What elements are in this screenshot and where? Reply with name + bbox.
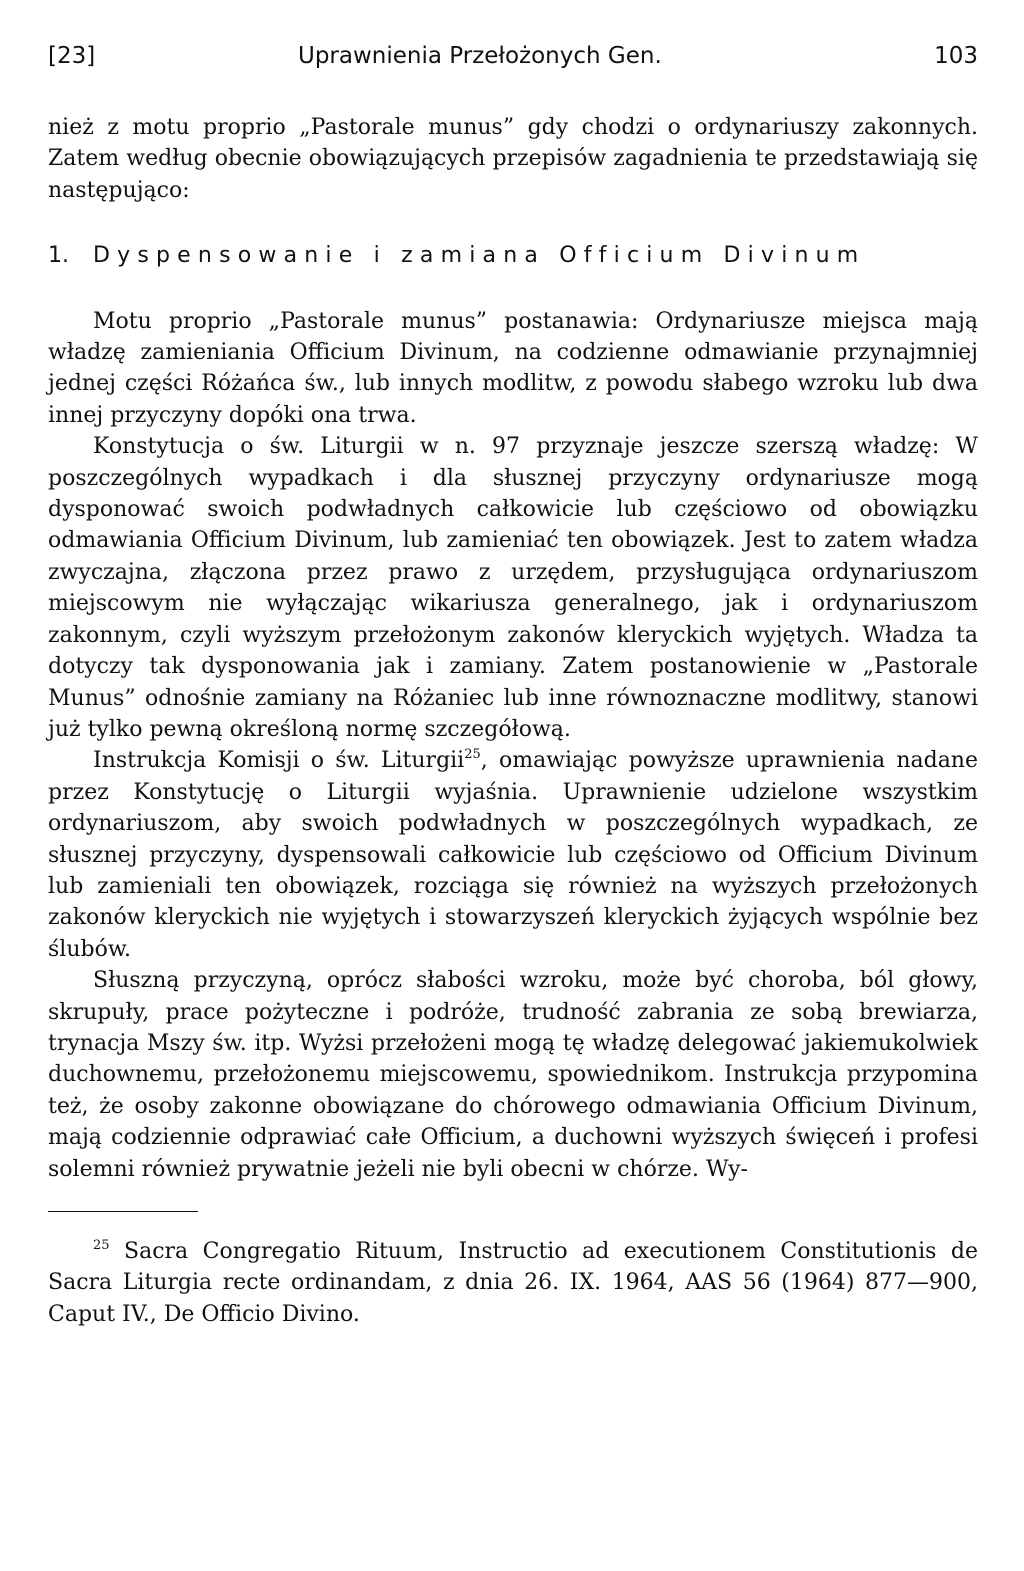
paragraph: Motu proprio „Pastorale munus” postanawia: Ordynariusze miejsca mają władzę zamieniania Officium Divinum, na codzienne odmawianie przynajmniej jednej części Różańca św., lub innych modlitw, z powodu słabego wzroku lub dwa innej przyczyny dopóki ona trwa. <box>48 308 978 428</box>
section-number: [23] <box>48 43 96 69</box>
paragraph: Słuszną przyczyną, oprócz słabości wzroku, może być choroba, ból głowy, skrupuły, prace pożyteczne i podróże, trudność zabrania ze sobą brewiarza, trynacja Mszy św. itp. Wyżsi przełożeni mogą tę władzę delegować jakiemukolwiek duchownemu, przełożonemu miejscowemu, spowiednikom. Instrukcja przypomina też, że osoby zakonne obowiązane do chórowego odmawiania Officium Divinum, mają codziennie odprawiać całe Officium, a duchowni wyższych święceń i profesi solemni również prywatnie jeżeli nie byli obecni w chórze. Wy- <box>48 968 978 1182</box>
footnote-divider <box>48 1211 198 1212</box>
section-heading <box>48 240 978 271</box>
page-number: 103 <box>934 43 978 69</box>
paragraph-text: , omawiając powyższe uprawnienia nadane przez Konstytucję o Liturgii wyjaśnia. Uprawnienie udzielone wszystkim ordynariuszom, aby swoich podwładnych w poszczególnych wypadkach, ze słusznej przyczyny, dyspensowali całkowicie lub częściowo od Officium Divinum lub zamieniali ten obowiązek, rozciąga się również na wyższych przełożonych zakonów kleryckich nie wyjętych i stowarzyszeń kleryckich żyjących wspólnie bez ślubów. <box>48 748 978 962</box>
footnote-reference[interactable]: 25 <box>464 747 481 763</box>
body-text <box>48 112 978 1185</box>
paragraph <box>48 745 978 965</box>
footnote-mark: 25 <box>93 1238 110 1253</box>
paragraph-continued: nież z motu proprio „Pastorale munus” gdy chodzi o ordynariuszy zakonnych. Zatem według obecnie obowiązujących przepisów zagadnienia te przedstawiają się następująco: <box>48 115 978 203</box>
paragraph: Konstytucja o św. Liturgii w n. 97 przyznaje jeszcze szerszą władzę: W poszczególnych wypadkach i dla słusznej przyczyny ordynariusze mogą dysponować swoich podwładnych całkowicie lub częściowo od obowiązku odmawiania Officium Divinum, lub zamieniać ten obowiązek. Jest to zatem władza zwyczajna, złączona przez prawo z urzędem, przysługująca ordynariuszom miejscowym nie wyłączając wikariusza generalnego, jak i ordynariuszom zakonnym, czyli wyższym przełożonym zakonów kleryckich wyjętych. Władza ta dotyczy tak dysponowania jak i zamiany. Zatem postanowienie w „Pastorale Munus” odnośnie zamiany na Różaniec lub inne równoznaczne modlitwy, stanowi już tylko pewną określoną normę szczegółową. <box>48 434 978 742</box>
section-heading-number: 1. <box>48 243 69 269</box>
document-page <box>48 36 978 1330</box>
running-header <box>48 36 978 76</box>
footnote <box>48 1236 978 1330</box>
footnote-text: Sacra Congregatio Rituum, Instructio ad executionem Constitutionis de Sacra Liturgia recte ordinandam, z dnia 26. IX. 1964, AAS 56 (1964) 877—900, Caput IV., De Officio Divino. <box>48 1239 978 1327</box>
section-heading-text: Dyspensowanie i zamiana Officium Divinum <box>93 243 866 269</box>
running-title: Uprawnienia Przełożonych Gen. <box>298 43 662 69</box>
paragraph-text: Instrukcja Komisji o św. Liturgii <box>93 748 465 774</box>
